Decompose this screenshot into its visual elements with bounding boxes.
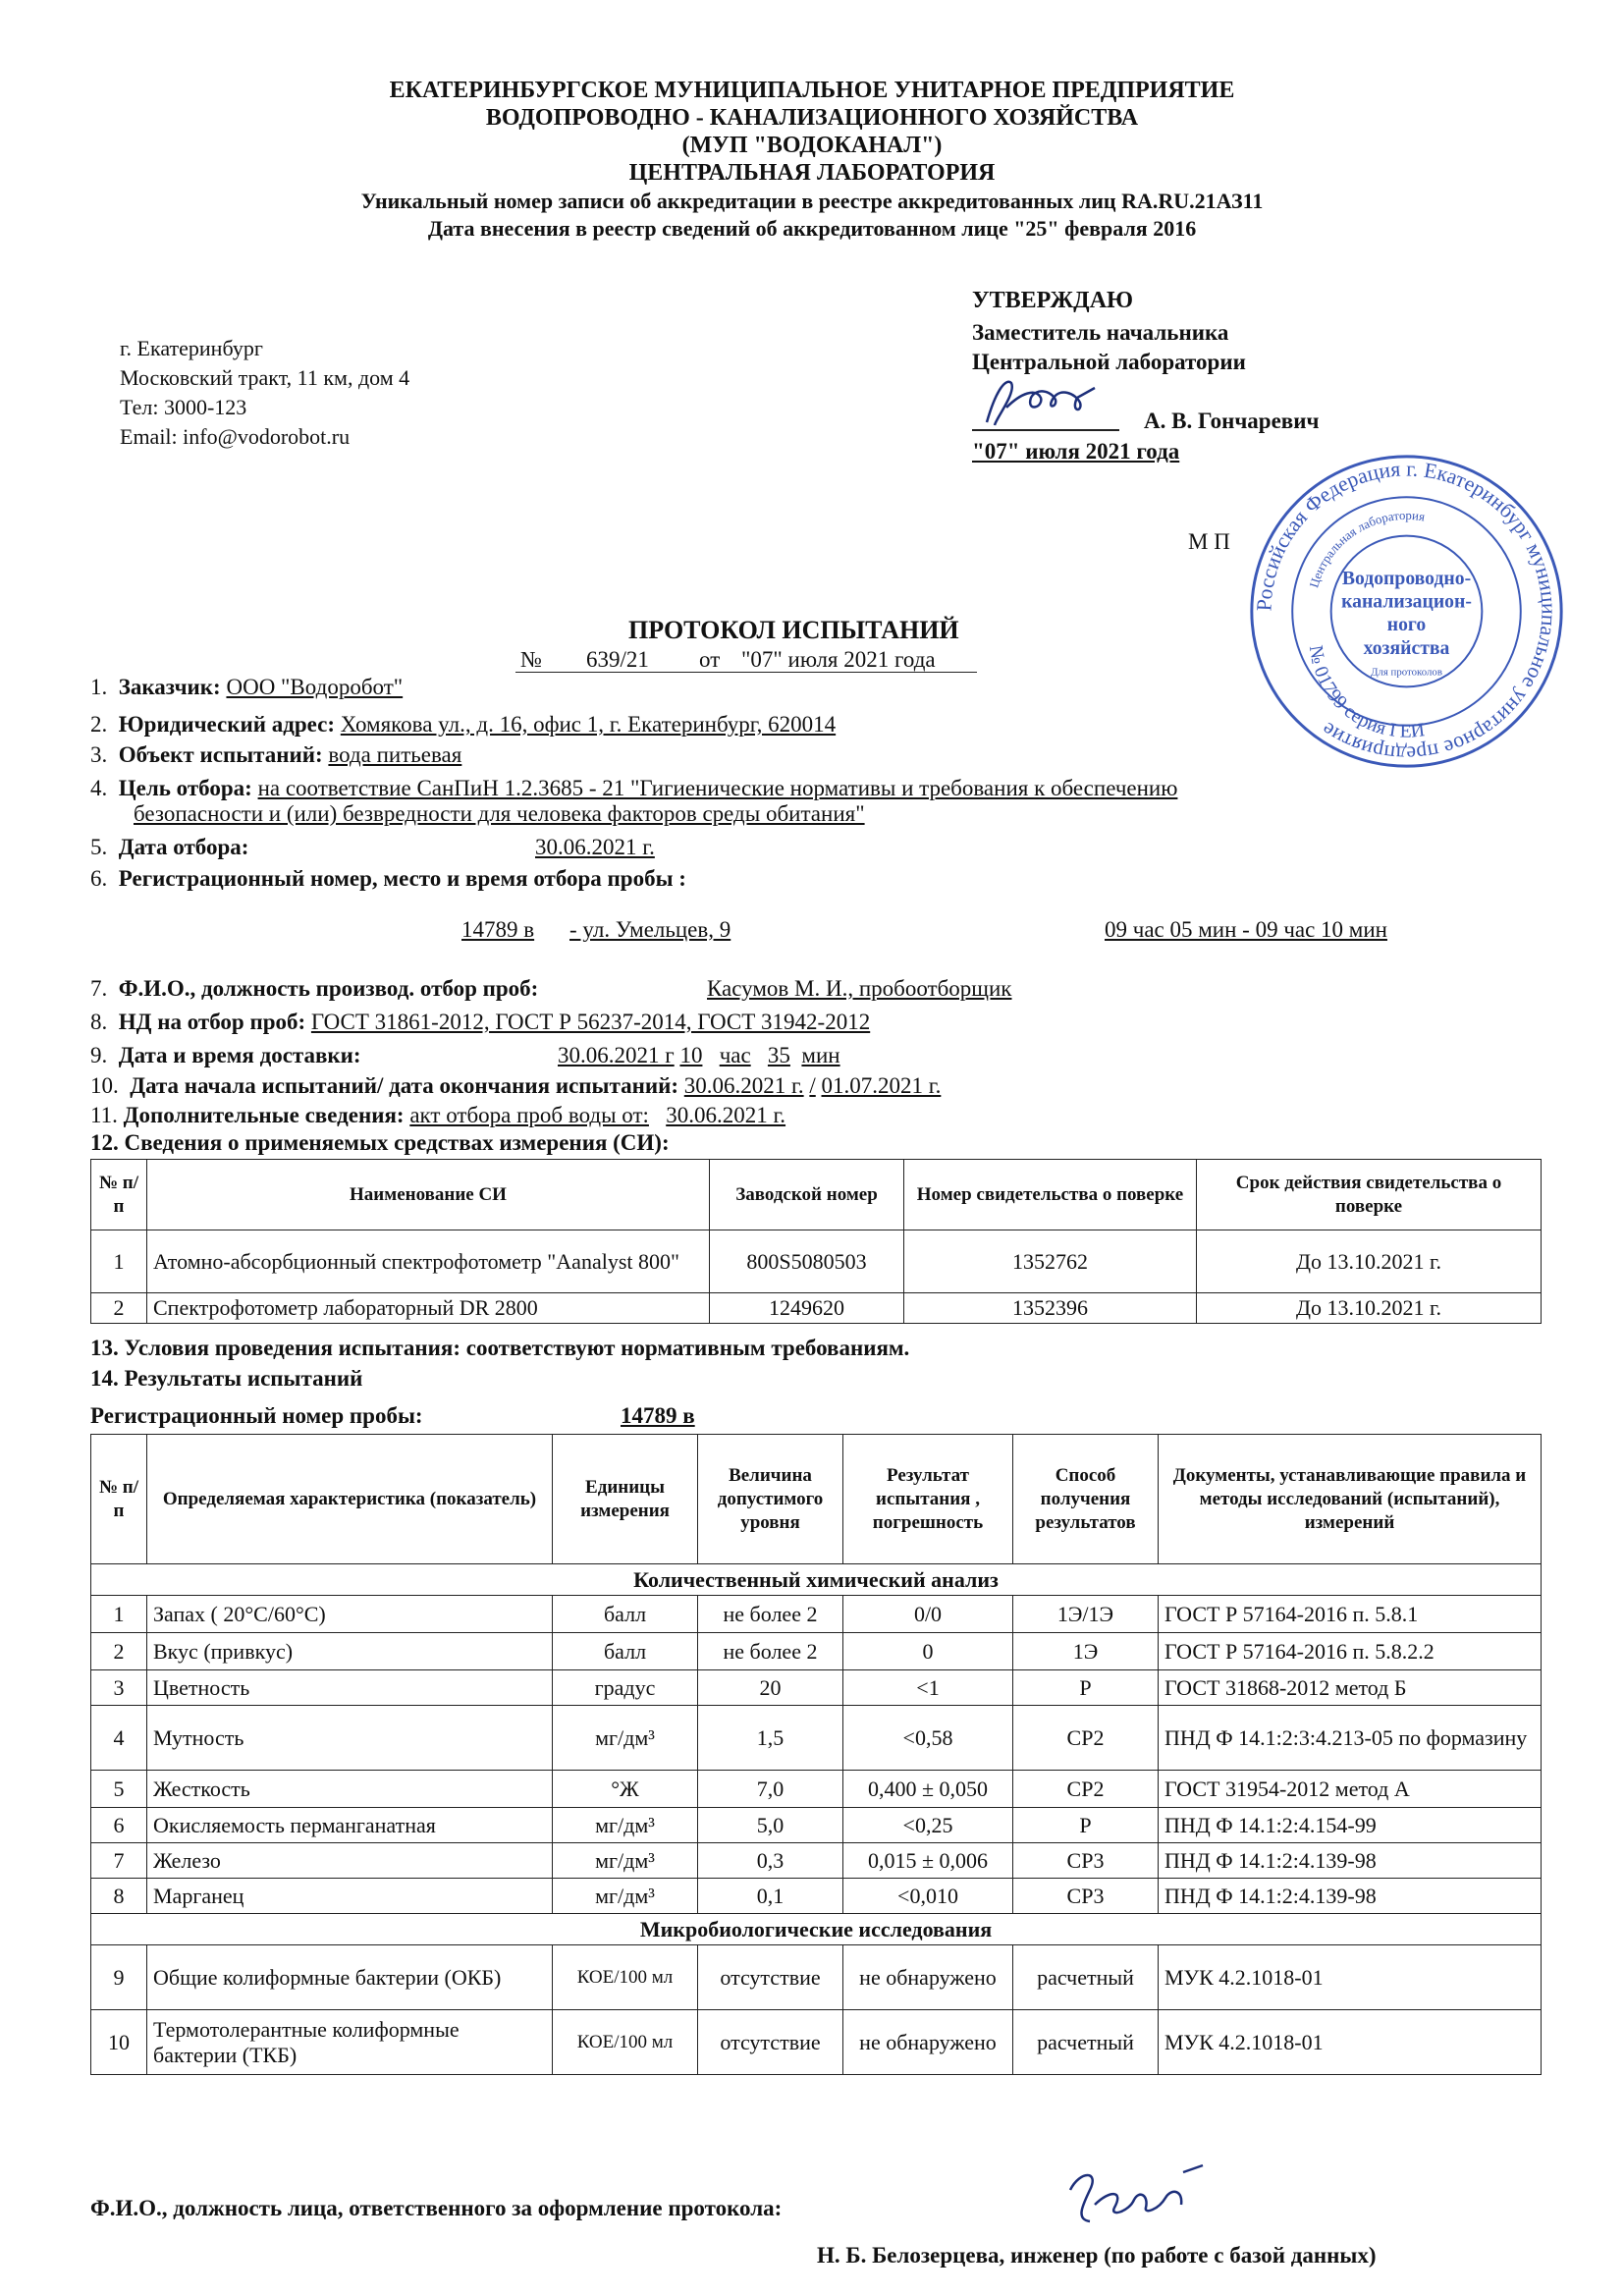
si-header-serial: Заводской номер <box>710 1160 904 1230</box>
responsible-person: Н. Б. Белозерцева, инженер (по работе с базой данных) <box>817 2243 1377 2268</box>
table-row: 7 Железо мг/дм³ 0,3 0,015 ± 0,006 СР3 ПНД Ф 14.1:2:4.139-98 <box>91 1843 1542 1879</box>
address-city: г. Екатеринбург <box>120 336 263 360</box>
svg-text:хозяйства: хозяйства <box>1363 636 1450 659</box>
si-table <box>90 1159 1542 1324</box>
field-sampling-purpose-cont: безопасности и (или) безвредности для человека факторов среды обитания" <box>134 801 865 826</box>
protocol-title: ПРОТОКОЛ ИСПЫТАНИЙ <box>628 616 959 644</box>
approver-signature <box>967 368 1124 437</box>
protocol-number-underline <box>515 672 977 673</box>
table-row: 4 Мутность мг/дм³ 1,5 <0,58 СР2 ПНД Ф 14.1:2:3:4.213-05 по формазину <box>91 1706 1542 1771</box>
approval-date: "07" июля 2021 года <box>972 439 1180 464</box>
field-sampling-date-value: 30.06.2021 г. <box>535 835 655 859</box>
results-header-num: № п/п <box>91 1435 147 1564</box>
approval-position-1: Заместитель начальника <box>972 320 1229 345</box>
field-test-dates: 10. Дата начала испытаний/ дата окончания испытаний: 30.06.2021 г. / 01.07.2021 г. <box>90 1073 942 1098</box>
results-header-result: Результат испытания , погрешность <box>843 1435 1013 1564</box>
approval-title: УТВЕРЖДАЮ <box>972 288 1134 313</box>
field-delivery: 9. Дата и время доставки: <box>90 1043 361 1067</box>
table-row: 2 Спектрофотометр лабораторный DR 2800 1249620 1352396 До 13.10.2021 г. <box>91 1293 1542 1324</box>
table-row: 3 Цветность градус 20 <1 Р ГОСТ 31868-2012 метод Б <box>91 1670 1542 1706</box>
results-header-characteristic: Определяемая характеристика (показатель) <box>147 1435 553 1564</box>
table-row: 10 Термотолерантные колиформные бактерии (ТКБ) КОЕ/100 мл отсутствие не обнаружено расчетный МУК 4.2.1018-01 <box>91 2010 1542 2075</box>
stamp-place-label: М П <box>1188 529 1230 554</box>
field-test-object: 3. Объект испытаний: вода питьевая <box>90 742 462 767</box>
table-row: 9 Общие колиформные бактерии (ОКБ) КОЕ/100 мл отсутствие не обнаружено расчетный МУК 4.2.1018-01 <box>91 1945 1542 2010</box>
address-email: Email: info@vodorobot.ru <box>120 424 351 449</box>
protocol-date: "07" июля 2021 года <box>741 647 936 672</box>
accreditation-number: Уникальный номер записи об аккредитации в реестре аккредитованных лиц RA.RU.21АЗ11 <box>360 189 1264 213</box>
results-header-documents: Документы, устанавливающие правила и методы исследований (испытаний), измерений <box>1159 1435 1542 1564</box>
org-name-line1: ЕКАТЕРИНБУРГСКОЕ МУНИЦИПАЛЬНОЕ УНИТАРНОЕ ПРЕДПРИЯТИЕ <box>389 78 1235 103</box>
svg-text:Российская Федерация г. Екатер: Российская Федерация г. Екатеринбург муниципальное унитарное предприятие <box>1252 457 1561 766</box>
si-header-validity: Срок действия свидетельства о поверке <box>1197 1160 1542 1230</box>
organization-stamp <box>1242 447 1571 776</box>
protocol-from-label: от <box>699 647 721 672</box>
protocol-number: 639/21 <box>586 647 649 672</box>
results-reg-label: Регистрационный номер пробы: <box>90 1403 423 1428</box>
responsible-signature <box>1056 2160 1218 2239</box>
svg-text:№ 01799 серия I ЕИ: № 01799 серия I ЕИ <box>1304 643 1427 742</box>
approval-position-2: Центральной лаборатории <box>972 350 1246 374</box>
si-header-num: № п/п <box>91 1160 147 1230</box>
table-row: 5 Жесткость °Ж 7,0 0,400 ± 0,050 СР2 ГОСТ 31954-2012 метод А <box>91 1771 1542 1808</box>
field-si-title: 12. Сведения о применяемых средствах измерения (СИ): <box>90 1130 670 1155</box>
field-sampler-value: Касумов М. И., пробоотборщик <box>707 976 1012 1001</box>
field-sampling-purpose: 4. Цель отбора: на соответствие СанПиН 1.2.3685 - 21 "Гигиенические нормативы и требования к обеспечению <box>90 776 1178 800</box>
section-chemical: Количественный химический анализ <box>91 1564 1542 1596</box>
table-row: 2 Вкус (привкус) балл не более 2 0 1Э ГОСТ Р 57164-2016 п. 5.8.2.2 <box>91 1633 1542 1670</box>
results-table <box>90 1434 1542 2075</box>
field-normative-docs: 8. НД на отбор проб: ГОСТ 31861-2012, ГОСТ Р 56237-2014, ГОСТ 31942-2012 <box>90 1010 871 1034</box>
field-customer: 1. Заказчик: ООО "Водоробот" <box>90 675 404 699</box>
protocol-number-label: № <box>520 647 542 672</box>
svg-text:ного: ного <box>1386 614 1427 636</box>
lab-name: ЦЕНТРАЛЬНАЯ ЛАБОРАТОРИЯ <box>628 160 996 186</box>
si-header-certificate: Номер свидетельства о поверке <box>904 1160 1197 1230</box>
results-header-units: Единицы измерения <box>553 1435 698 1564</box>
field-legal-address: 2. Юридический адрес: Хомякова ул., д. 16, офис 1, г. Екатеринбург, 620014 <box>90 712 837 737</box>
table-row: 1 Запах ( 20°С/60°С) балл не более 2 0/0 1Э/1Э ГОСТ Р 57164-2016 п. 5.8.1 <box>91 1596 1542 1633</box>
field-registration: 6. Регистрационный номер, место и время отбора пробы : <box>90 866 686 891</box>
accreditation-date: Дата внесения в реестр сведений об аккредитованном лице "25" февраля 2016 <box>427 216 1197 241</box>
field-delivery-value: 30.06.2021 г 10 час 35 мин <box>558 1043 840 1067</box>
results-header-limit: Величина допустимого уровня <box>698 1435 843 1564</box>
address-street: Московский тракт, 11 км, дом 4 <box>120 365 410 390</box>
field-results-title: 14. Результаты испытаний <box>90 1366 363 1391</box>
address-phone: Тел: 3000-123 <box>120 395 247 419</box>
org-name-line2: ВОДОПРОВОДНО - КАНАЛИЗАЦИОННОГО ХОЗЯЙСТВА <box>485 105 1139 131</box>
signature-line <box>972 429 1119 431</box>
svg-text:Водопроводно-: Водопроводно- <box>1341 567 1472 589</box>
results-header-method: Способ получения результатов <box>1013 1435 1159 1564</box>
approver-name: А. В. Гончаревич <box>1144 409 1320 433</box>
responsible-label: Ф.И.О., должность лица, ответственного за оформление протокола: <box>90 2196 783 2220</box>
svg-text:Для протоколов: Для протоколов <box>1371 666 1442 679</box>
field-sampling-date: 5. Дата отбора: <box>90 835 249 859</box>
field-registration-number: 14789 в <box>461 917 535 942</box>
field-additional-info: 11. Дополнительные сведения: акт отбора проб воды от: 30.06.2021 г. <box>90 1103 786 1127</box>
field-sampling-time: 09 час 05 мин - 09 час 10 мин <box>1105 917 1387 942</box>
field-sampling-place: - ул. Умельцев, 9 <box>569 917 731 942</box>
field-conditions: 13. Условия проведения испытания: соответствуют нормативным требованиям. <box>90 1336 910 1360</box>
field-sampler: 7. Ф.И.О., должность производ. отбор проб: <box>90 976 539 1001</box>
table-row: 8 Марганец мг/дм³ 0,1 <0,010 СР3 ПНД Ф 14.1:2:4.139-98 <box>91 1879 1542 1914</box>
table-row: 1 Атомно-абсорбционный спектрофотометр "Aanalyst 800" 800S5080503 1352762 До 13.10.2021 г. <box>91 1230 1542 1293</box>
svg-text:канализацион-: канализацион- <box>1341 590 1472 613</box>
section-microbiology: Микробиологические исследования <box>91 1914 1542 1945</box>
org-name-line3: (МУП "ВОДОКАНАЛ") <box>681 133 943 158</box>
results-reg-value: 14789 в <box>621 1403 695 1428</box>
svg-text:Центральная лаборатория: Центральная лаборатория <box>1307 508 1427 590</box>
si-header-name: Наименование СИ <box>147 1160 710 1230</box>
table-row: 6 Окисляемость перманганатная мг/дм³ 5,0 <0,25 Р ПНД Ф 14.1:2:4.154-99 <box>91 1808 1542 1843</box>
